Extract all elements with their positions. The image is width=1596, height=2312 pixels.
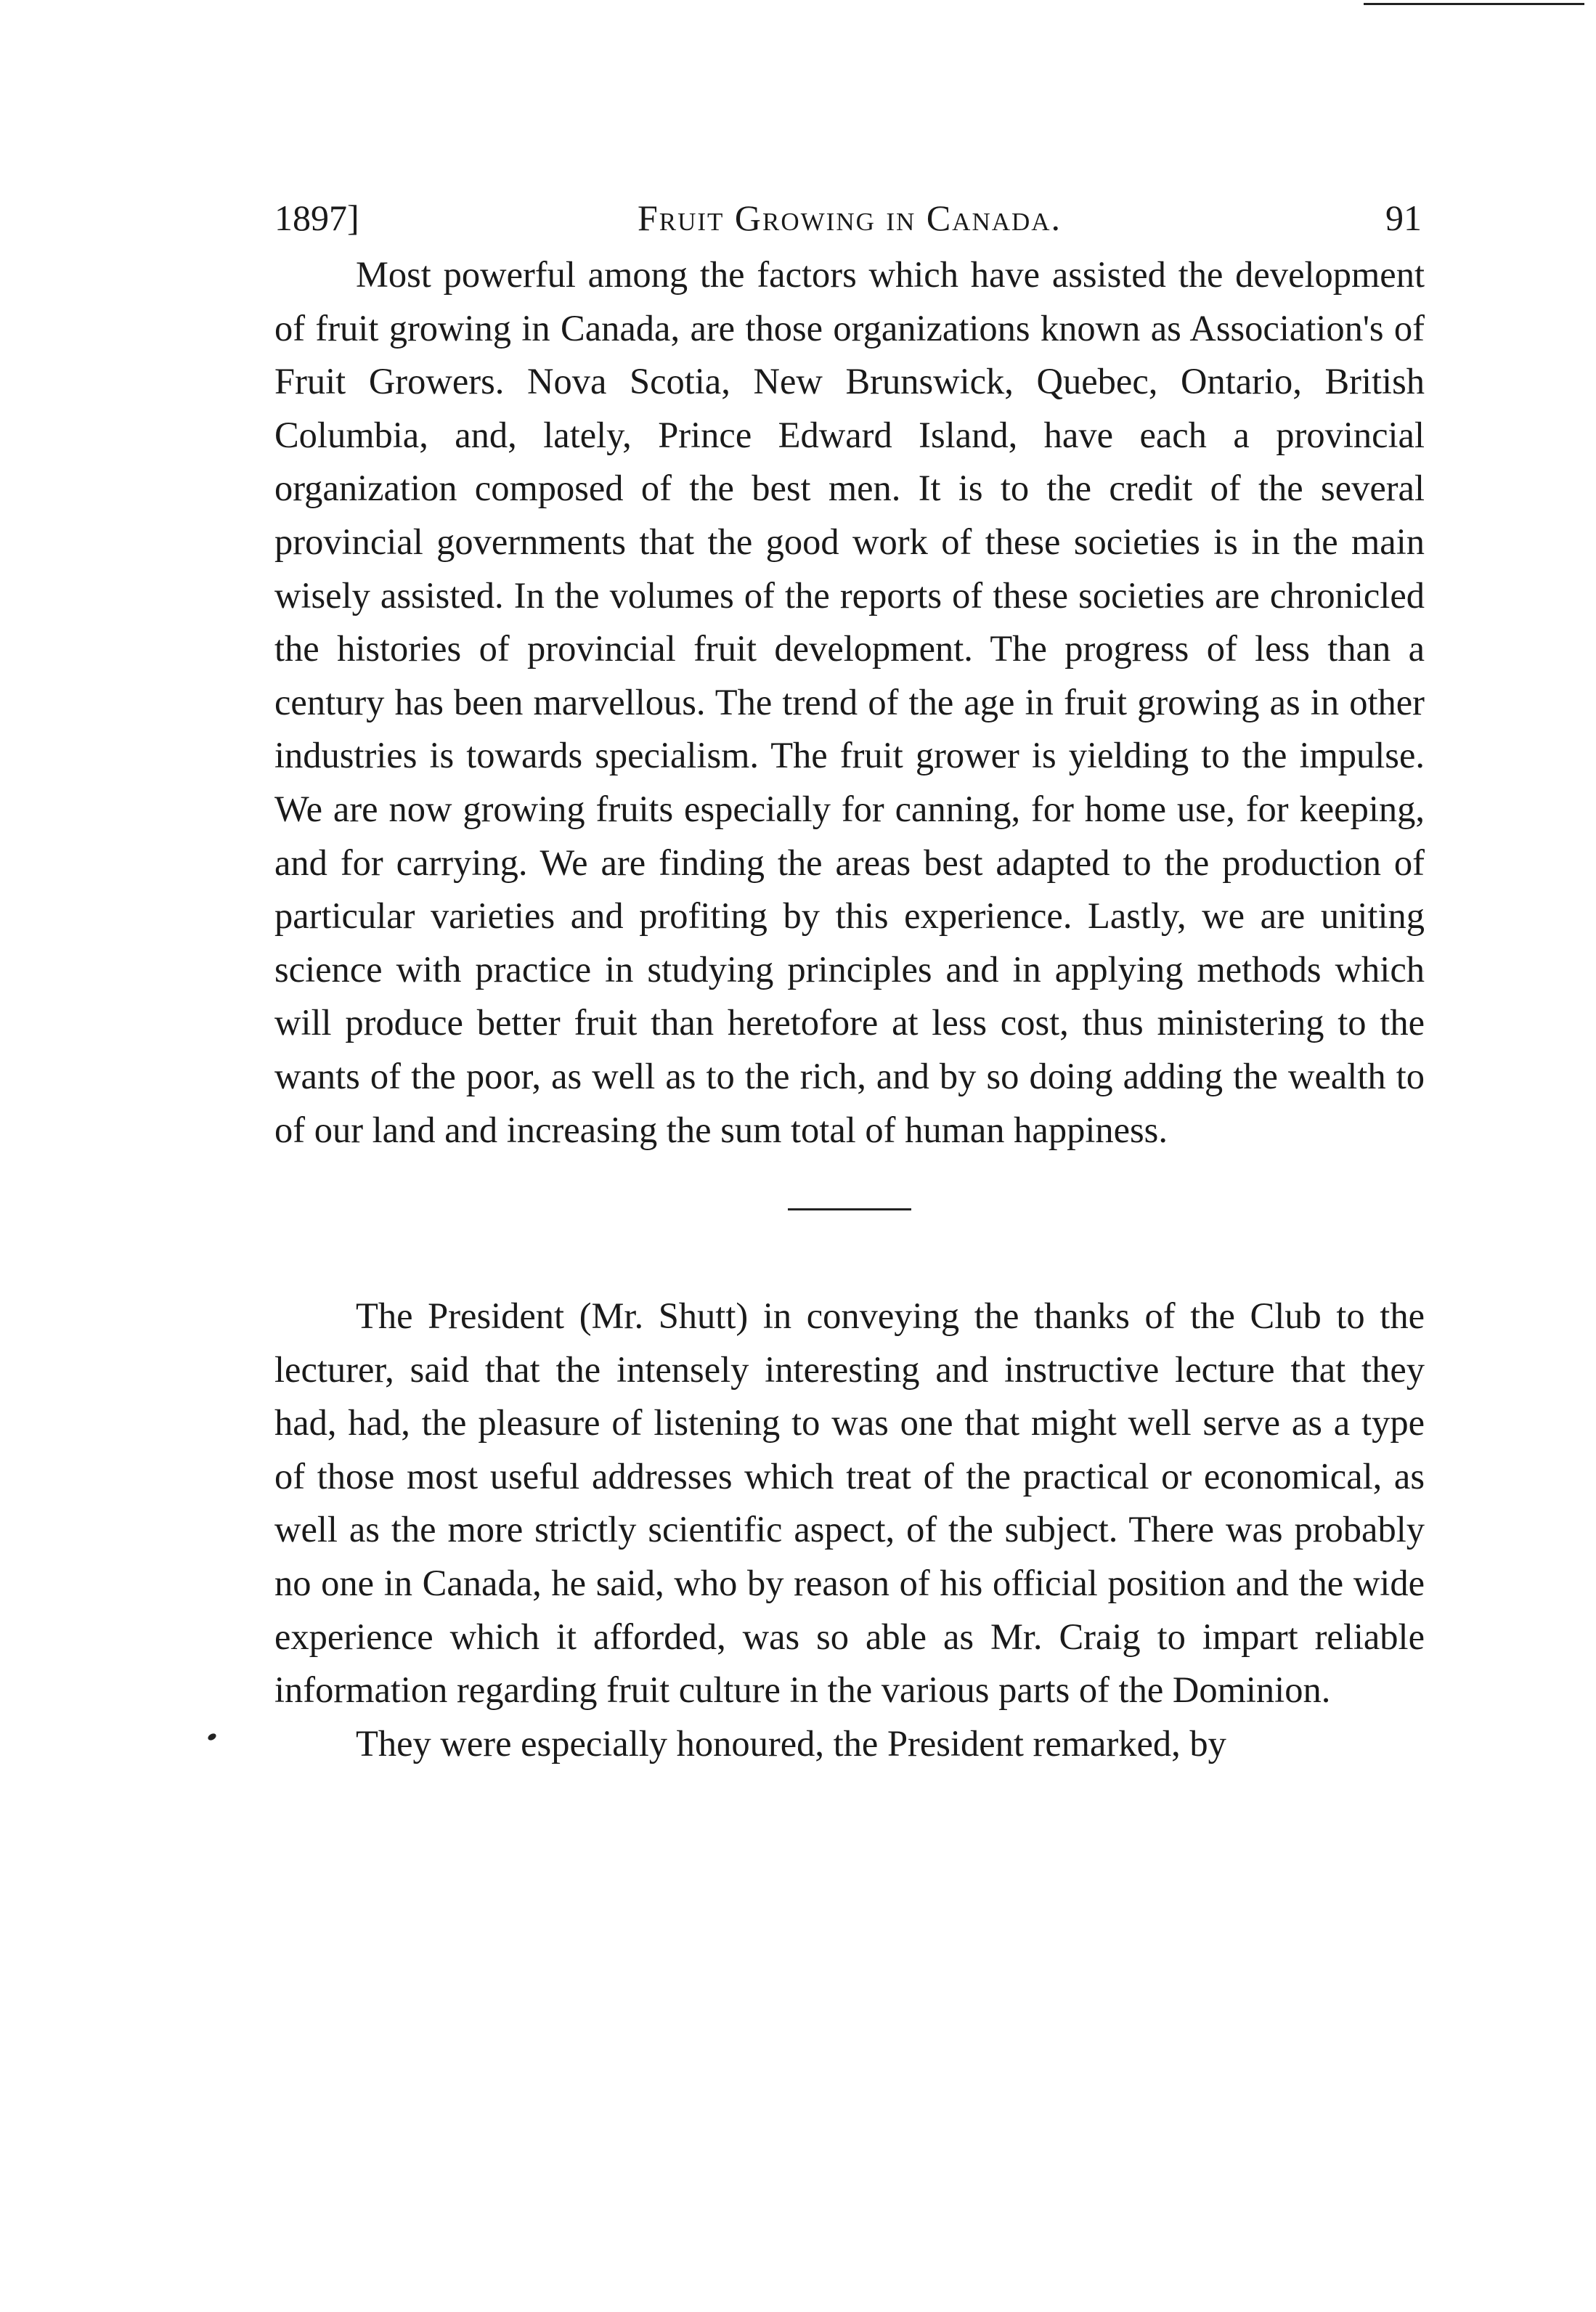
section-divider [788, 1208, 911, 1210]
running-head [274, 196, 1425, 240]
margin-ink-mark [207, 1733, 217, 1742]
book-page [274, 196, 1425, 1770]
paragraph-president-remarks: They were especially honoured, the President remarked, by [356, 1722, 1226, 1764]
page-number: 91 [1385, 198, 1422, 238]
paragraph-fruit-associations: Most powerful among the factors which have assisted the development of fruit growing in Canada, are those organizations known as Association's of Fruit Growers. Nova Scotia, New Brunswick, Quebec, Ontario, British Columbia, and, lately, Prince Edward Island, have each a provincial organization composed of the best men. It is to the credit of the several provincial governments that the good work of these societies is in the main wisely assisted. In the volumes of the reports of these societies are chronicled the histories of provincial fruit development. The progress of less than a century has been marvellous. The trend of the age in fruit growing as in other industries is towards specialism. The fruit grower is yielding to the impulse. We are now growing fruits especially for canning, for home use, for keeping, and for carrying. We are finding the areas best adapted to the production of particular varieties and profiting by this experience. Lastly, we are uniting science with practice in studying principles and in applying methods which will produce better fruit than heretofore at less cost, thus ministering to the wants of the poor, as well as to the rich, and by so doing adding the wealth to of our land and increasing the sum total of human happiness. [274, 254, 1425, 1150]
paragraph-president-thanks: The President (Mr. Shutt) in conveying the thanks of the Club to the lecturer, said that the intensely interesting and instructive lecture that they had, had, the pleasure of listening to was one that might well serve as a type of those most useful addresses which treat of the practical or economical, as well as the more strictly scientific aspect, of the subject. There was probably no one in Canada, he said, who by reason of his official position and the wide experience which it afforded, was so able as Mr. Craig to impart reliable information regarding fruit culture in the various parts of the Dominion. [274, 1295, 1425, 1711]
top-edge-rule [1364, 3, 1584, 5]
running-head-title: Fruit Growing in Canada. [637, 198, 1062, 238]
running-head-year: 1897] [274, 198, 359, 238]
